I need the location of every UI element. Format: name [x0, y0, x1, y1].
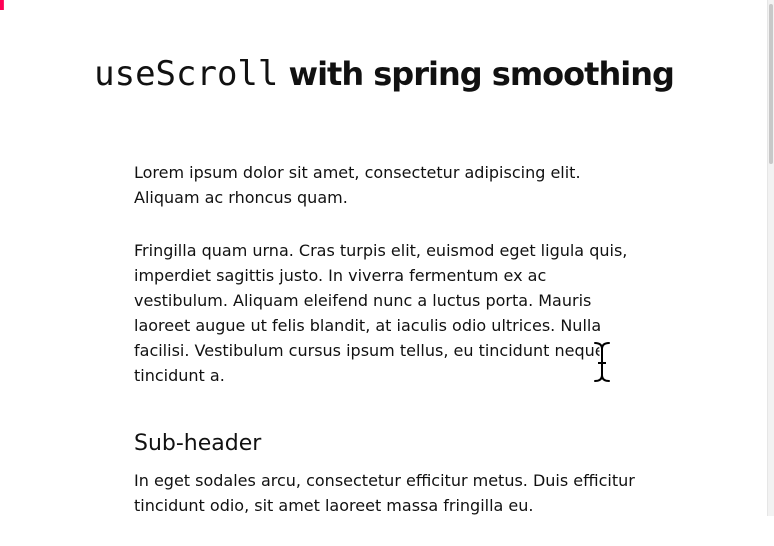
title-code: useScroll: [94, 54, 279, 94]
title-text: with spring smoothing: [278, 55, 674, 93]
vertical-scrollbar[interactable]: [767, 0, 774, 516]
scrollbar-thumb[interactable]: [769, 4, 773, 164]
paragraph: In eget sodales arcu, consectetur efficitur metus. Duis efficitur tincidunt odio, sit amet laoreet massa fringilla eu.: [134, 471, 635, 515]
paragraph: Fringilla quam urna. Cras turpis elit, euismod eget ligula quis, imperdiet sagittis justo. In viverra fermentum ex ac vestibulum. Aliquam eleifend nunc a luctus porta. Mauris laoreet augue ut felis blandit, at iaculis odio ultrices. Nulla facilisi. Vestibulum cursus ipsum tellus, eu tincidunt neque tincidunt a.: [134, 241, 628, 385]
paragraph: Lorem ipsum dolor sit amet, consectetur adipiscing elit. Aliquam ac rhoncus quam.: [134, 163, 581, 207]
page-title: [0, 54, 768, 94]
article-body: [134, 160, 639, 546]
text-cursor-icon: [592, 341, 612, 383]
scroll-progress-bar: [0, 0, 4, 10]
sub-header: Sub-header: [134, 431, 262, 456]
